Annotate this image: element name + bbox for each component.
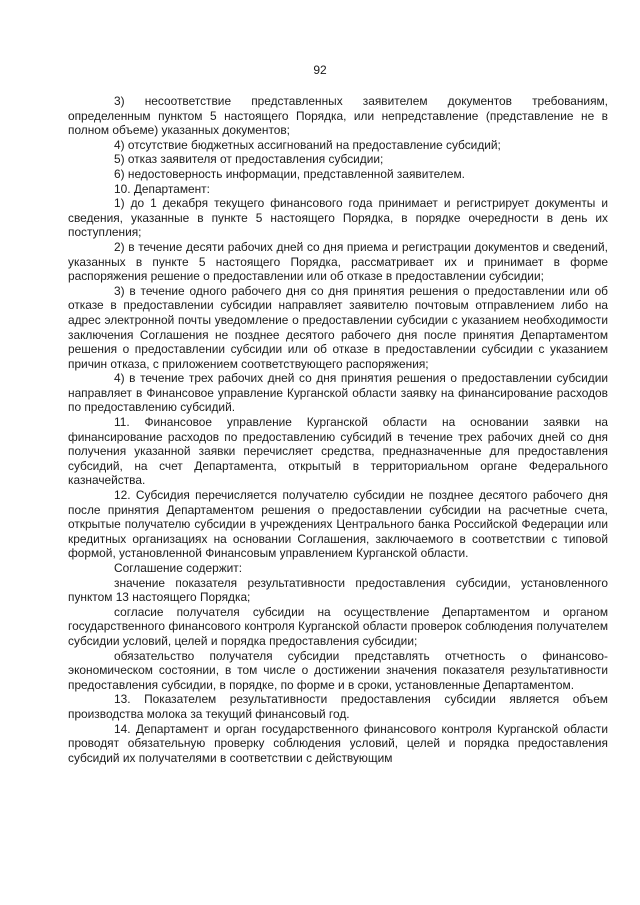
document-body — [68, 94, 608, 765]
paragraph: 13. Показателем результативности предоставления субсидии является объем производства молока за текущий финансовый год. — [68, 692, 608, 721]
paragraph: 4) в течение трех рабочих дней со дня принятия решения о предоставлении субсидии направляет в Финансовое управление Курганской области заявку на финансирование расходов по предоставлению субсидий. — [68, 371, 608, 415]
page-number: 92 — [313, 63, 327, 77]
paragraph: 6) недостоверность информации, представленной заявителем. — [114, 166, 465, 181]
paragraph: согласие получателя субсидии на осуществление Департаментом и органом государственного финансового контроля Курганской области проверок соблюдения получателем субсидии условий, целей и порядка предоставления субсидии; — [68, 604, 608, 648]
paragraph: 1) до 1 декабря текущего финансового года принимает и регистрирует документы и сведения, указанные в пункте 5 настоящего Порядка, в порядке очередности в день их поступления; — [68, 196, 608, 240]
paragraph: 5) отказ заявителя от предоставления субсидии; — [114, 152, 384, 167]
paragraph: 12. Субсидия перечисляется получателю субсидии не позднее десятого рабочего дня после принятия Департаментом решения о предоставлении субсидии на расчетные счета, открытые получателю субсидии в учреждениях Центрального банка Российской Федерации или кредитных организациях на основании Соглашения, заключаемого в соответствии с типовой формой, установленной Финансовым управлением Курганской области. — [68, 488, 608, 561]
paragraph: 10. Департамент: — [114, 181, 210, 196]
paragraph: обязательство получателя субсидии представлять отчетность о финансово-экономическом состоянии, в том числе о достижении значения показателя результативности предоставления субсидии, в порядке, по форме и в сроки, установленные Департаментом. — [68, 648, 608, 692]
paragraph: 14. Департамент и орган государственного финансового контроля Курганской области проводят обязательную проверку соблюдения условий, целей и порядка предоставления субсидий их получателями в соответствии с действующим — [68, 721, 608, 765]
paragraph: 11. Финансовое управление Курганской области на основании заявки на финансирование расходов по предоставлению субсидий в течение трех рабочих дней со дня получения указанной заявки перечисляет средства, предназначенные для предоставления субсидий, на счет Департамента, открытый в территориальном органе Федерального казначейства. — [68, 415, 608, 488]
paragraph: 3) несоответствие представленных заявителем документов требованиям, определенным пунктом 5 настоящего Порядка, или непредставление (представление не в полном объеме) указанных документов; — [68, 94, 608, 138]
paragraph: 4) отсутствие бюджетных ассигнований на предоставление субсидий; — [114, 137, 501, 152]
paragraph: 3) в течение одного рабочего дня со дня принятия решения о предоставлении или об отказе в предоставлении субсидии направляет заявителю почтовым отправлением либо на адрес электронной почты уведомление о предоставлении субсидии с указанием необходимости заключения Соглашения не позднее десятого рабочего дня после принятия Департаментом решения о предоставлении субсидии или об отказе в предоставлении субсидии с указанием причин отказа, с приложением соответствующего распоряжения; — [68, 283, 608, 371]
paragraph: значение показателя результативности предоставления субсидии, установленного пунктом 13 настоящего Порядка; — [68, 575, 608, 605]
paragraph: 2) в течение десяти рабочих дней со дня приема и регистрации документов и сведений, указанных в пункте 5 настоящего Порядка, рассматривает их и принимает в форме распоряжения решение о предоставлении или об отказе в предоставлении субсидии; — [68, 239, 608, 284]
paragraph: Соглашение содержит: — [114, 561, 243, 575]
